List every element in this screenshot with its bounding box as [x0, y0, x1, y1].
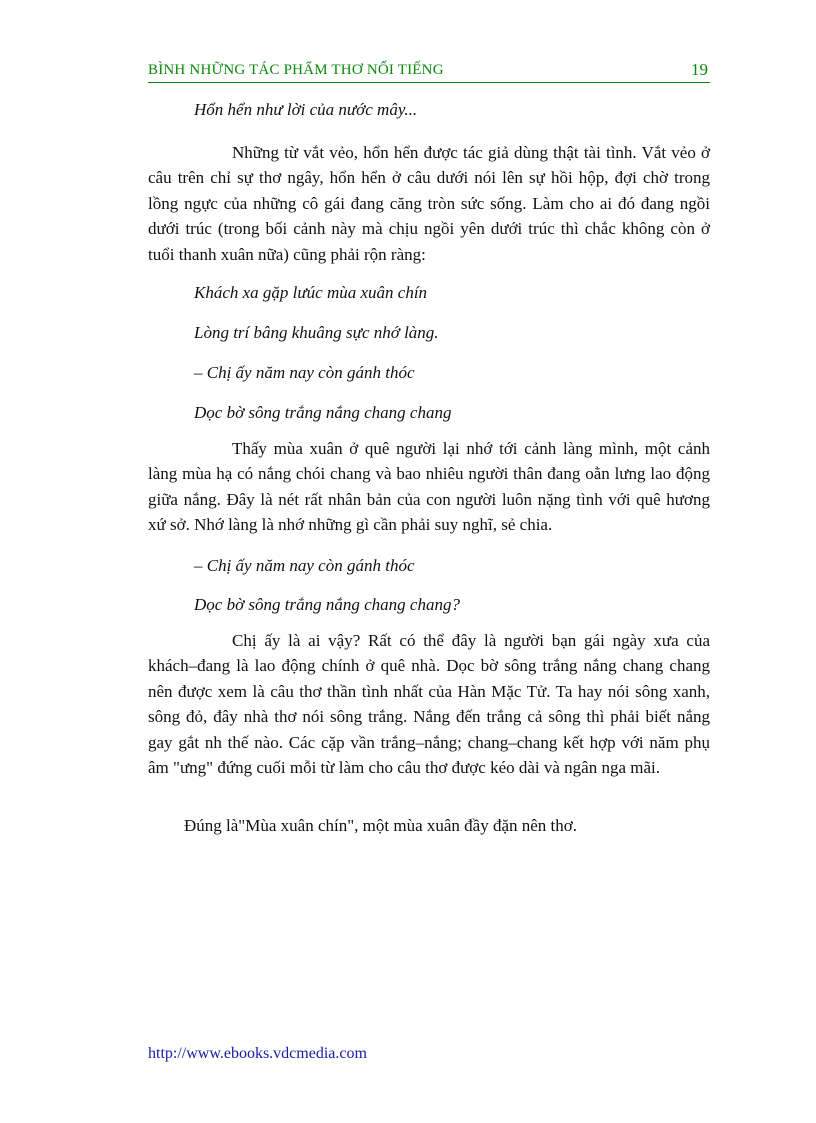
page-header — [148, 60, 710, 83]
stanza-line: Lòng trí bâng khuâng sực nhớ làng. — [194, 323, 439, 342]
stanza-line: Khách xa gặp lưúc mùa xuân chín — [194, 283, 428, 302]
stanza-line: Dọc bờ sông trắng nắng chang chang? — [194, 595, 460, 614]
paragraph: Thấy mùa xuân ở quê người lại nhớ tới cảnh làng mình, một cảnh làng mùa hạ có nắng chói chang và bao nhiêu người thân đang oằn lưng lao động giữa nắng. Đây là nét rất nhân bản của con người luôn nặng tình với quê hương xứ sở. Nhớ làng là nhớ những gì cần phải suy nghĩ, sẻ chia. — [148, 439, 710, 535]
book-title: BÌNH NHỮNG TÁC PHẨM THƠ NỔI TIẾNG — [148, 62, 444, 78]
closing-line: Đúng là"Mùa xuân chín", một mùa xuân đầy đặn nên thơ. — [184, 816, 578, 835]
stanza-line: – Chị ấy năm nay còn gánh thóc — [194, 363, 415, 382]
stanza-line: Dọc bờ sông trắng nắng chang chang — [194, 403, 452, 422]
paragraph: Chị ấy là ai vậy? Rất có thể đây là người bạn gái ngày xưa của khách–đang là lao động chính ở quê nhà. Dọc bờ sông trắng nắng chang chang nên được xem là câu thơ thần tình nhất của Hàn Mặc Tử. Ta hay nói sông xanh, sông đỏ, đây nhà thơ nói sông trắng. Nắng đến trắng cả sông thì phải biết nắng gay gắt nh thế nào. Các cặp vần trắng–nắng; chang–chang kết hợp với năm phụ âm "ưng" đứng cuối mỗi từ làm cho câu thơ được kéo dài và ngân nga mãi. — [148, 631, 710, 778]
page-number: 19 — [691, 60, 708, 79]
footer-url[interactable]: http://www.ebooks.vdcmedia.com — [148, 1045, 367, 1062]
paragraph: Những từ vắt vẻo, hổn hển được tác giả dùng thật tài tình. Vắt vẻo ở câu trên chỉ sự thơ ngây, hổn hển ở câu dưới nói lên sự hồi hộp, đợi chờ trong lồng ngực của những cô gái đang căng tròn sức sống. Làm cho ai đó đang ngồi dưới trúc (trong bối cảnh này mà chịu ngồi yên dưới trúc thì chắc không còn ở tuổi thanh xuân nữa) cũng phải rộn ràng: — [148, 143, 710, 264]
stanza-line: – Chị ấy năm nay còn gánh thóc — [194, 556, 415, 575]
verse-line: Hổn hển như lời của nước mây... — [194, 100, 418, 119]
